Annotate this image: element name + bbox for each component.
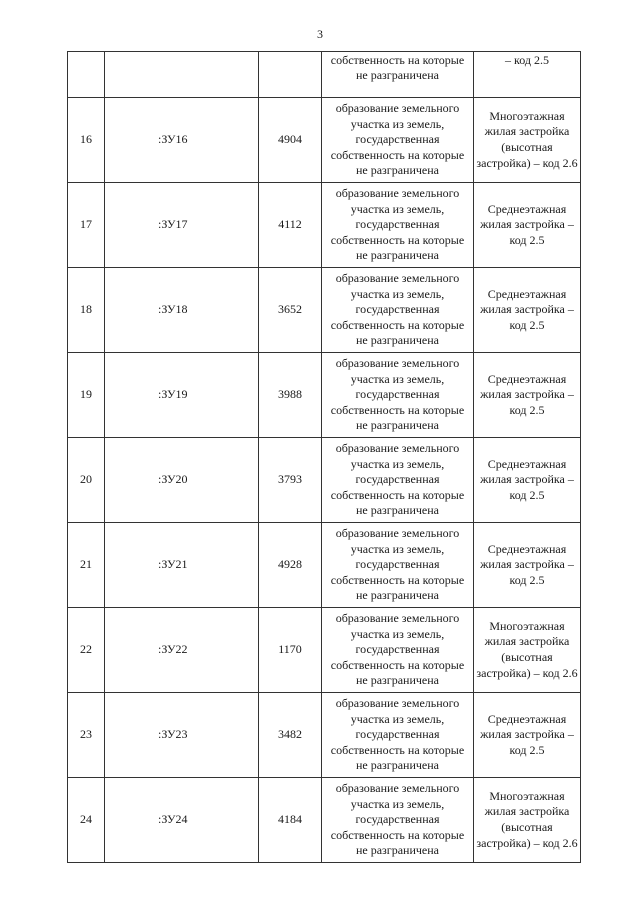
permitted-use-cell: – код 2.5	[474, 52, 581, 98]
row-number-cell: 23	[68, 693, 105, 778]
area-cell: 4112	[259, 183, 322, 268]
page-number: 3	[317, 27, 323, 41]
plot-code-cell: :ЗУ16	[105, 98, 259, 183]
table-row	[68, 438, 581, 523]
permitted-use-cell: Среднеэтажная жилая застройка – код 2.5	[474, 438, 581, 523]
permitted-use-cell: Среднеэтажная жилая застройка – код 2.5	[474, 693, 581, 778]
formation-method-cell: образование земельного участка из земель, государственная собственность на которые не разграничена	[322, 183, 474, 268]
area-cell: 3482	[259, 693, 322, 778]
plot-code-cell: :ЗУ18	[105, 268, 259, 353]
permitted-use-cell: Среднеэтажная жилая застройка – код 2.5	[474, 353, 581, 438]
table-row	[68, 608, 581, 693]
area-cell: 4904	[259, 98, 322, 183]
table-row	[68, 778, 581, 863]
permitted-use-cell: Среднеэтажная жилая застройка – код 2.5	[474, 183, 581, 268]
table-row	[68, 183, 581, 268]
plot-code-cell: :ЗУ23	[105, 693, 259, 778]
formation-method-cell: образование земельного участка из земель, государственная собственность на которые не разграничена	[322, 778, 474, 863]
table-row	[68, 353, 581, 438]
row-number-cell	[68, 52, 105, 98]
area-cell: 1170	[259, 608, 322, 693]
formation-method-cell: образование земельного участка из земель, государственная собственность на которые не разграничена	[322, 438, 474, 523]
plot-code-cell: :ЗУ24	[105, 778, 259, 863]
permitted-use-cell: Многоэтажная жилая застройка (высотная застройка) – код 2.6	[474, 608, 581, 693]
area-cell: 4928	[259, 523, 322, 608]
row-number-cell: 24	[68, 778, 105, 863]
table-body	[68, 52, 581, 863]
plot-code-cell: :ЗУ21	[105, 523, 259, 608]
permitted-use-cell: Среднеэтажная жилая застройка – код 2.5	[474, 268, 581, 353]
row-number-cell: 17	[68, 183, 105, 268]
formation-method-cell: собственность на которые не разграничена	[322, 52, 474, 98]
area-cell: 3652	[259, 268, 322, 353]
formation-method-cell: образование земельного участка из земель, государственная собственность на которые не разграничена	[322, 353, 474, 438]
formation-method-cell: образование земельного участка из земель, государственная собственность на которые не разграничена	[322, 608, 474, 693]
row-number-cell: 16	[68, 98, 105, 183]
row-number-cell: 18	[68, 268, 105, 353]
permitted-use-cell: Многоэтажная жилая застройка (высотная застройка) – код 2.6	[474, 778, 581, 863]
formation-method-cell: образование земельного участка из земель, государственная собственность на которые не разграничена	[322, 523, 474, 608]
area-cell	[259, 52, 322, 98]
formation-method-cell: образование земельного участка из земель, государственная собственность на которые не разграничена	[322, 693, 474, 778]
table-row	[68, 523, 581, 608]
table-row	[68, 693, 581, 778]
area-cell: 3793	[259, 438, 322, 523]
row-number-cell: 20	[68, 438, 105, 523]
plot-code-cell: :ЗУ19	[105, 353, 259, 438]
permitted-use-cell: Многоэтажная жилая застройка (высотная застройка) – код 2.6	[474, 98, 581, 183]
plot-code-cell: :ЗУ22	[105, 608, 259, 693]
area-cell: 3988	[259, 353, 322, 438]
formation-method-cell: образование земельного участка из земель, государственная собственность на которые не разграничена	[322, 98, 474, 183]
plot-code-cell: :ЗУ20	[105, 438, 259, 523]
plot-code-cell: :ЗУ17	[105, 183, 259, 268]
row-number-cell: 21	[68, 523, 105, 608]
row-number-cell: 22	[68, 608, 105, 693]
plot-code-cell	[105, 52, 259, 98]
land-plots-table	[67, 51, 581, 863]
table-row	[68, 98, 581, 183]
row-number-cell: 19	[68, 353, 105, 438]
formation-method-cell: образование земельного участка из земель, государственная собственность на которые не разграничена	[322, 268, 474, 353]
table-row	[68, 52, 581, 98]
table-row	[68, 268, 581, 353]
permitted-use-cell: Среднеэтажная жилая застройка – код 2.5	[474, 523, 581, 608]
area-cell: 4184	[259, 778, 322, 863]
